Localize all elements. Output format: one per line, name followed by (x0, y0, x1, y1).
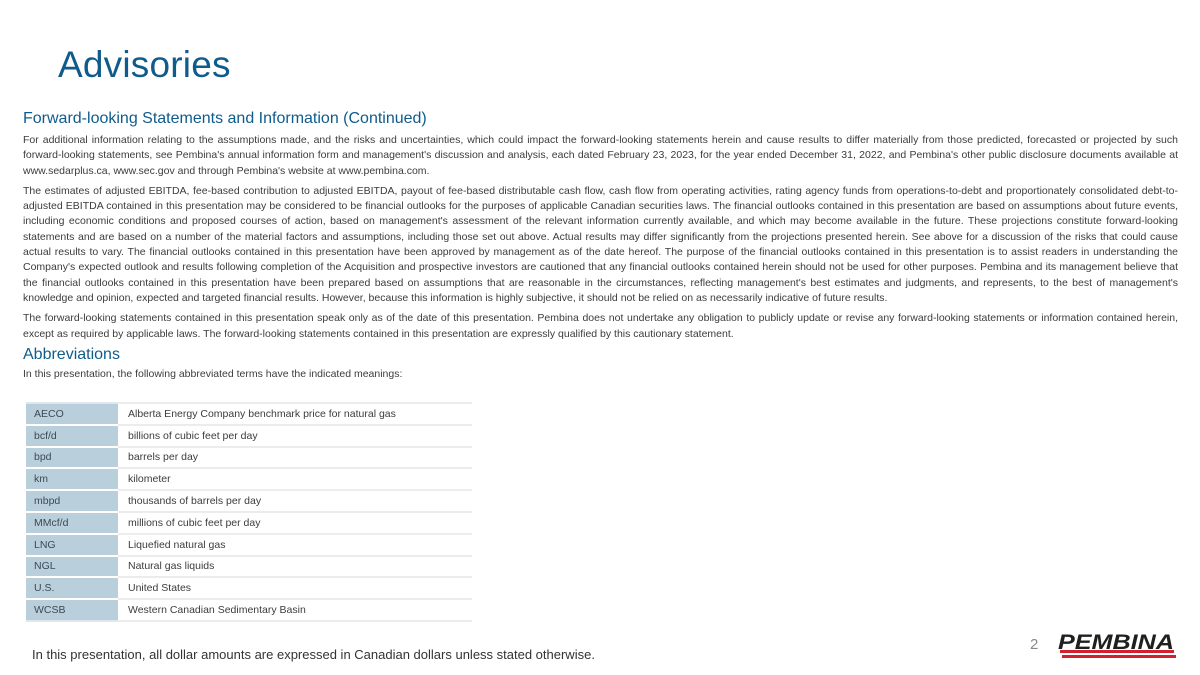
table-row (26, 556, 472, 578)
abbreviation-term: bpd (26, 447, 118, 469)
abbreviation-meaning: Western Canadian Sedimentary Basin (118, 599, 472, 621)
abbreviations-intro: In this presentation, the following abbreviated terms have the indicated meanings: (23, 368, 403, 380)
page-number: 2 (1030, 636, 1039, 653)
abbreviations-table (26, 402, 472, 622)
forward-looking-paragraph: The forward-looking statements contained in this presentation speak only as of the date of this presentation. Pembina does not undertake any obligation to publicly update or revise any forward-looking statements or information contained herein, except as required by applicable laws. The forward-looking statements contained in this presentation are expressly qualified by this cautionary statement. (23, 312, 1178, 340)
page-title: Advisories (58, 44, 231, 85)
abbreviation-term: NGL (26, 556, 118, 578)
abbreviation-meaning: millions of cubic feet per day (118, 512, 472, 534)
pembina-logo (1056, 629, 1176, 661)
abbreviation-term: bcf/d (26, 425, 118, 447)
table-row (26, 425, 472, 447)
abbreviation-term: LNG (26, 534, 118, 556)
abbreviation-term: mbpd (26, 490, 118, 512)
forward-looking-paragraph: The estimates of adjusted EBITDA, fee-based contribution to adjusted EBITDA, payout of fee-based distributable cash flow, cash flow from operating activities, rating agency funds from operations-to-debt and proportionately consolidated debt-to-adjusted EBITDA contained in this presentation may be considered to be financial outlooks for the purposes of applicable Canadian securities laws. The financial outlooks contained in this presentation are based on assumptions about future events, including economic conditions and proposed courses of action, based on management's assessment of the relevant information currently available, and which may become available in the future. These projections constitute forward-looking statements and are based on a number of the material factors and assumptions, including those set out above. Actual results may differ significantly from the projections presented herein. See above for a discussion of the risks that could cause actual results to vary. The financial outlooks contained in this presentation have been approved by management as of the date hereof. The purpose of the financial outlooks contained in this presentation is to assist readers in understanding the Company's expected outlook and results following completion of the Acquisition and prospective investors are cautioned that any financial outlooks contained herein should not be used for other purposes. Pembina and its management believe that the financial outlooks contained in this presentation have been prepared based on assumptions that are reasonable in the circumstances, reflecting management's best estimates and judgments, and represents, to the best of management's knowledge and opinion, expected and targeted financial results. However, because this information is highly subjective, it should not be relied on as necessarily indicative of future results. (23, 184, 1178, 304)
abbreviation-meaning: barrels per day (118, 447, 472, 469)
logo-wordmark: PEMBINA (1058, 631, 1174, 654)
abbreviation-meaning: Liquefied natural gas (118, 534, 472, 556)
abbreviation-term: WCSB (26, 599, 118, 621)
abbreviation-meaning: kilometer (118, 468, 472, 490)
abbreviations-heading: Abbreviations (23, 346, 120, 363)
table-row (26, 447, 472, 469)
forward-looking-body (23, 133, 1178, 347)
abbreviation-meaning: billions of cubic feet per day (118, 425, 472, 447)
table-row (26, 534, 472, 556)
forward-looking-heading: Forward-looking Statements and Information (Continued) (23, 110, 427, 127)
currency-footnote: In this presentation, all dollar amounts are expressed in Canadian dollars unless stated otherwise. (32, 647, 595, 662)
table-row (26, 599, 472, 621)
table-row (26, 468, 472, 490)
abbreviation-meaning: thousands of barrels per day (118, 490, 472, 512)
table-row (26, 577, 472, 599)
abbreviation-term: MMcf/d (26, 512, 118, 534)
abbreviation-term: AECO (26, 403, 118, 425)
abbreviation-term: U.S. (26, 577, 118, 599)
table-row (26, 512, 472, 534)
logo-red-stripe (1062, 655, 1176, 658)
table-row (26, 403, 472, 425)
abbreviation-meaning: Alberta Energy Company benchmark price for natural gas (118, 403, 472, 425)
abbreviation-term: km (26, 468, 118, 490)
forward-looking-paragraph: For additional information relating to the assumptions made, and the risks and uncertainties, which could impact the forward-looking statements herein and cause results to differ materially from those predicted, forecasted or projected by such forward-looking statements, see Pembina's annual information form and management's discussion and analysis, each dated February 23, 2023, for the year ended December 31, 2022, and Pembina's other public disclosure documents available at www.sedarplus.ca, www.sec.gov and through Pembina's website at www.pembina.com. (23, 134, 1178, 177)
table-row (26, 490, 472, 512)
abbreviation-meaning: Natural gas liquids (118, 556, 472, 578)
abbreviation-meaning: United States (118, 577, 472, 599)
